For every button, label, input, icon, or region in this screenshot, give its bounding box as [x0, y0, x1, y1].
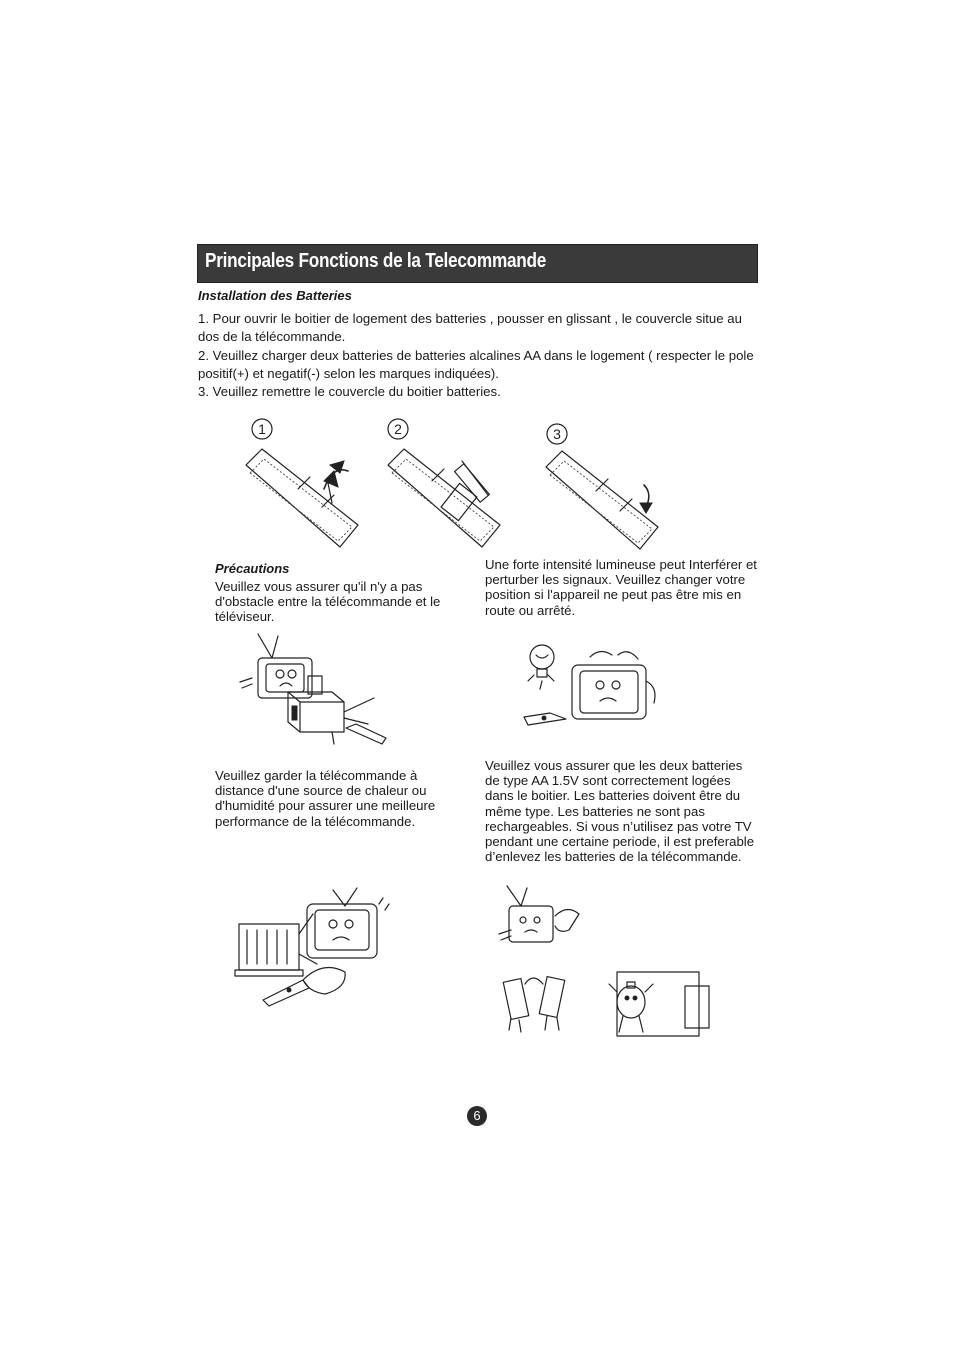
heater-icon	[239, 924, 299, 970]
precaution-heat-text: Veuillez garder la télécommande à distance d'une source de chaleur ou d'humidité pour assurer une meilleure performance de la télécommande.	[215, 768, 436, 829]
battery-character-icon	[617, 986, 645, 1018]
tv-heat-svg	[233, 884, 393, 1010]
page-title: Principales Fonctions de la Telecommande	[205, 250, 547, 272]
figure-number-2: 2	[394, 421, 402, 437]
tv-icon	[572, 665, 646, 719]
installation-title: Installation des Batteries	[198, 288, 352, 303]
precaution-obstacle-text: Veuillez vous assurer qu'il n'y a pas d'obstacle entre la télécommande et le téléviseur.	[215, 579, 441, 625]
figure-number-3: 3	[553, 426, 561, 442]
tv-icon	[509, 906, 553, 942]
battery-icon	[503, 979, 529, 1020]
lightbulb-icon	[530, 645, 554, 669]
figure-number-1: 1	[258, 421, 266, 437]
arrow-down-icon	[640, 503, 652, 513]
remote-icon	[346, 724, 386, 744]
section-header-bar	[197, 244, 758, 283]
remote-icon	[263, 980, 309, 1006]
light-illustration	[520, 637, 665, 729]
tv-obstacle-svg	[236, 632, 391, 747]
battery-cartoons-svg	[497, 884, 719, 1039]
remote-illustrations-svg	[240, 415, 740, 565]
heat-illustration	[233, 884, 393, 1010]
tv-light-svg	[520, 637, 665, 729]
installation-step-1: 1. Pour ouvrir le boitier de logement des batteries , pousser en glissant , le couvercle situe au dos de la télécommande.	[198, 311, 742, 345]
step-1-figure	[246, 419, 358, 547]
precaution-light-text: Une forte intensité lumineuse peut Interférer et perturber les signaux. Veuillez changer votre position si l'appareil ne peut pas être mis en route ou arrêté.	[485, 557, 757, 618]
precautions-title: Précautions	[215, 561, 290, 576]
battery-illustration	[497, 884, 719, 1039]
installation-step-2: 2. Veuillez charger deux batteries de batteries alcalines AA dans le logement ( respecter le pole positif(+) et negatif(-) selon les marques indiquées).	[198, 347, 754, 381]
installation-steps	[198, 310, 758, 401]
precaution-batteries-text: Veuillez vous assurer que les deux batteries de type AA 1.5V sont correctement logées dans le boitier. Les batteries doivent être du même type. Les batteries ne sont pas rechargeables. Si vous n’utilisez pas votre TV pendant une certaine periode, il est preferable d’enlevez les batteries de la télécommande.	[485, 758, 755, 865]
step-3-figure	[546, 424, 658, 549]
page-number: 6	[467, 1106, 487, 1126]
installation-step-3: 3. Veuillez remettre le couvercle du boitier batteries.	[198, 384, 501, 400]
battery-step-illustrations	[240, 415, 740, 565]
step-2-figure	[388, 419, 500, 547]
obstacle-illustration	[236, 632, 391, 747]
hand-icon	[555, 909, 579, 931]
battery-icon	[539, 977, 565, 1018]
